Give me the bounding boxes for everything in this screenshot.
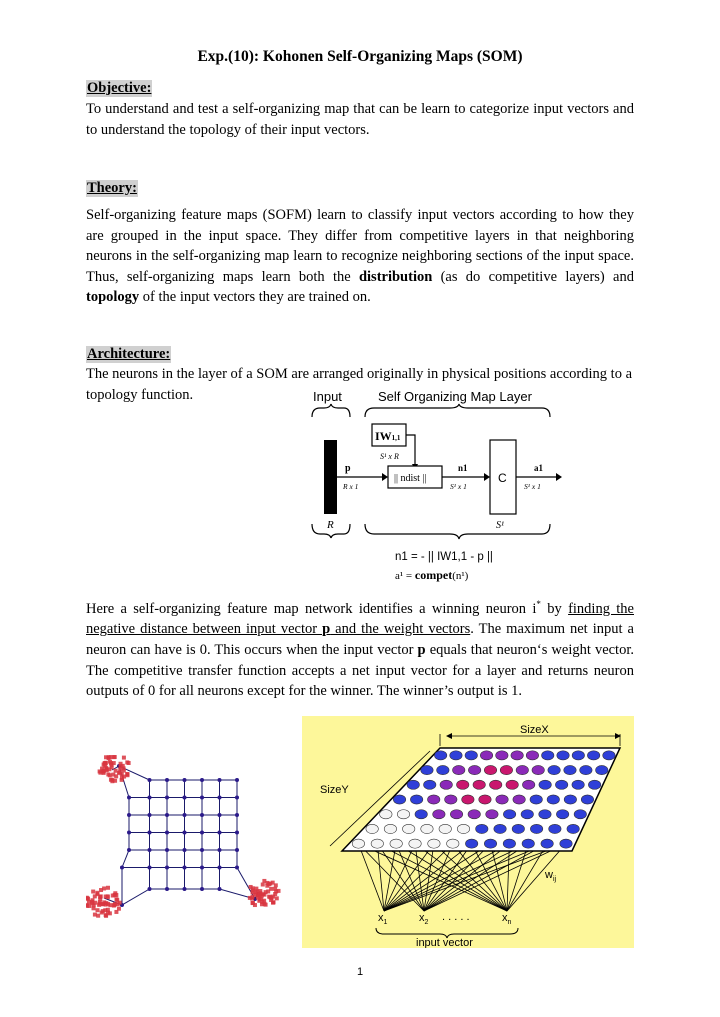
iw-dims: S¹ x R <box>380 452 399 461</box>
winning-neuron-paragraph: Here a self-organizing feature map network identifies a winning neuron i* by finding the negative distance between input vector p and the weight vectors. The maximum net input a neuron can have is 0. This occurs when the input vector p equals that neuron‘s weight vector. The competitive transfer function accepts a net input vector for a layer and returns neuron outputs of 0 for all neurons except for the winner. The winner’s output is 1. <box>86 599 634 700</box>
lattice-neuron <box>390 839 402 848</box>
lattice-neuron <box>484 839 496 848</box>
lattice-neuron <box>542 751 554 760</box>
grid-node <box>148 796 152 800</box>
grid-node <box>235 813 239 817</box>
lattice-neuron <box>539 810 551 819</box>
lattice-neuron <box>366 824 378 833</box>
lattice-neuron <box>560 839 572 848</box>
lattice-neuron <box>500 765 512 774</box>
lattice-neuron <box>572 751 584 760</box>
equation-output: a¹ = compet(n¹) <box>395 568 469 582</box>
lattice-neuron <box>428 795 440 804</box>
lattice-neuron <box>574 810 586 819</box>
n-label: n1 <box>458 463 468 473</box>
lattice-neuron <box>428 839 440 848</box>
lattice-neuron <box>572 780 584 789</box>
lattice-neuron <box>556 810 568 819</box>
grid-node <box>200 887 204 891</box>
lattice-neuron <box>567 824 579 833</box>
lattice-neuron <box>480 751 492 760</box>
lattice-neuron <box>476 824 488 833</box>
objective-text: To understand and test a self-organizing map that can be learn to categorize input vectors and to understand the topology of their input vectors. <box>86 101 634 138</box>
lattice-neuron <box>587 751 599 760</box>
lattice-neuron <box>541 839 553 848</box>
input-label: Input <box>313 389 342 404</box>
lattice-neuron <box>409 839 421 848</box>
grid-node <box>165 796 169 800</box>
grid-node <box>165 831 169 835</box>
lattice-neuron <box>433 810 445 819</box>
grid-node <box>148 813 152 817</box>
data-cluster-bottom-left <box>86 886 122 918</box>
xn-label: $x_n$ <box>502 912 512 926</box>
lattice-neuron <box>462 795 474 804</box>
lattice-neuron <box>513 795 525 804</box>
lattice-neuron <box>439 824 451 833</box>
page-title: Exp.(10): Kohonen Self-Organizing Maps (SOM) <box>197 48 523 65</box>
lattice-neuron <box>434 751 446 760</box>
lattice-neuron <box>465 839 477 848</box>
lattice-neuron <box>511 751 523 760</box>
grid-node <box>183 778 187 782</box>
som-architecture-diagram <box>300 384 566 588</box>
architecture-heading: Architecture: <box>87 346 171 362</box>
topology-grid <box>104 764 258 907</box>
lattice-neuron <box>352 839 364 848</box>
lattice-neuron <box>450 751 462 760</box>
grid-node <box>148 887 152 891</box>
grid-node <box>235 778 239 782</box>
grid-node <box>127 813 131 817</box>
a-dims: S¹ x 1 <box>524 482 541 491</box>
grid-node <box>218 796 222 800</box>
lattice-neuron <box>421 765 433 774</box>
grid-node <box>148 848 152 852</box>
input-vector-label: input vector <box>416 937 473 948</box>
lattice-neuron <box>457 780 469 789</box>
lattice-neuron <box>522 780 534 789</box>
size-y-label: SizeY <box>320 784 349 796</box>
grid-node <box>165 848 169 852</box>
grid-node <box>218 813 222 817</box>
grid-node <box>183 813 187 817</box>
grid-node <box>183 848 187 852</box>
grid-node <box>218 866 222 870</box>
layer-label: Self Organizing Map Layer <box>378 389 532 404</box>
bold-distribution: distribution <box>358 268 433 285</box>
lattice-neuron <box>588 780 600 789</box>
lattice-neuron <box>440 780 452 789</box>
lattice-neuron <box>371 839 383 848</box>
lattice-neuron <box>397 810 409 819</box>
lattice-neuron <box>393 795 405 804</box>
grid-node <box>165 887 169 891</box>
lattice-neuron <box>564 795 576 804</box>
grid-node <box>200 831 204 835</box>
lattice-neuron <box>486 810 498 819</box>
data-cluster-bottom-right <box>248 879 281 907</box>
grid-node <box>218 887 222 891</box>
grid-node <box>120 866 124 870</box>
dots-label: . . . . . <box>442 911 470 923</box>
lattice-neuron <box>555 780 567 789</box>
lattice-neuron <box>603 751 615 760</box>
lattice-neuron <box>530 795 542 804</box>
lattice-neuron <box>539 780 551 789</box>
lattice-neuron <box>489 780 501 789</box>
lattice-neuron <box>516 765 528 774</box>
lattice-neuron <box>410 795 422 804</box>
grid-node <box>183 796 187 800</box>
grid-node <box>148 866 152 870</box>
grid-node <box>127 848 131 852</box>
n-dims: S¹ x 1 <box>450 482 467 491</box>
weight-label: $w_{ij}$ <box>545 869 557 883</box>
theory-heading: Theory: <box>87 180 137 196</box>
lattice-neuron <box>407 780 419 789</box>
grid-node <box>200 813 204 817</box>
s-label: S¹ <box>496 520 504 531</box>
a-label: a1 <box>534 463 543 473</box>
architecture-text: The neurons in the layer of a SOM are arranged originally in physical positions according to a topology function. <box>86 366 633 403</box>
grid-node <box>183 887 187 891</box>
grid-node <box>148 831 152 835</box>
lattice-neuron <box>564 765 576 774</box>
grid-node <box>235 796 239 800</box>
lattice-neuron <box>506 780 518 789</box>
iw-label: IW1,1 <box>375 429 401 443</box>
lattice-neuron <box>503 839 515 848</box>
data-cluster-top-left <box>98 755 131 783</box>
lattice-neuron <box>557 751 569 760</box>
equation-net-input: n1 = - || IW1,1 - p || <box>395 551 493 563</box>
lattice-neuron <box>473 780 485 789</box>
grid-node <box>200 778 204 782</box>
lattice-neuron <box>530 824 542 833</box>
page-number: 1 <box>356 966 364 978</box>
lattice-neuron <box>450 810 462 819</box>
lattice-neuron <box>580 765 592 774</box>
grid-node <box>200 848 204 852</box>
lattice-neuron <box>532 765 544 774</box>
lattice-neuron <box>503 810 515 819</box>
input-vector-bar <box>324 440 337 514</box>
lattice-neuron <box>581 795 593 804</box>
lattice-neuron <box>596 765 608 774</box>
lattice-neuron <box>522 839 534 848</box>
lattice-neuron <box>526 751 538 760</box>
x1-label: $x_1$ <box>378 912 388 926</box>
p-dims: R x 1 <box>343 482 359 491</box>
grid-node <box>235 848 239 852</box>
lattice-neuron <box>468 765 480 774</box>
size-x-label: SizeX <box>520 724 549 736</box>
grid-node <box>183 831 187 835</box>
grid-node <box>127 831 131 835</box>
lattice-neuron <box>421 824 433 833</box>
theory-text: Self-organizing feature maps (SOFM) learn to classify input vectors according to how they are grouped in the input space. They differ from competitive layers in that neighboring neurons in the self-organizing map learn to recognize neighboring sections of the input space. Thus, self-organizing maps learn both the distribution (as do competitive layers) and topology of the input vectors they are trained on. <box>86 207 634 306</box>
lattice-neuron <box>384 824 396 833</box>
lattice-neuron <box>521 810 533 819</box>
lattice-neuron <box>479 795 491 804</box>
grid-node <box>235 831 239 835</box>
som-lattice-figure <box>302 716 634 948</box>
grid-node <box>148 778 152 782</box>
grid-node <box>165 778 169 782</box>
lattice-neuron <box>549 824 561 833</box>
lattice-neuron <box>457 824 469 833</box>
lattice-neuron <box>453 765 465 774</box>
x2-label: $x_2$ <box>419 912 429 926</box>
grid-node <box>165 813 169 817</box>
c-label: C <box>498 471 507 485</box>
grid-node <box>183 866 187 870</box>
lattice-neuron <box>512 824 524 833</box>
lattice-neuron <box>447 839 459 848</box>
r-label: R <box>327 519 334 531</box>
lattice-neuron <box>484 765 496 774</box>
lattice-neuron <box>548 765 560 774</box>
lattice-neuron <box>465 751 477 760</box>
lattice-neuron <box>380 810 392 819</box>
p-label: p <box>345 463 351 474</box>
grid-node <box>127 796 131 800</box>
bold-topology: topology <box>86 289 140 306</box>
lattice-neuron <box>547 795 559 804</box>
lattice-neuron <box>494 824 506 833</box>
lattice-neuron <box>496 795 508 804</box>
lattice-neuron <box>468 810 480 819</box>
lattice-neuron <box>437 765 449 774</box>
lattice-neuron <box>424 780 436 789</box>
grid-node <box>200 866 204 870</box>
lattice-neuron <box>496 751 508 760</box>
grid-node <box>218 831 222 835</box>
lattice-neuron <box>402 824 414 833</box>
ndist-label: || ndist || <box>394 473 427 484</box>
som-topology-grid-figure <box>86 740 286 940</box>
objective-heading: Objective: <box>87 80 152 96</box>
grid-node <box>200 796 204 800</box>
lattice-neuron <box>445 795 457 804</box>
grid-node <box>235 866 239 870</box>
grid-node <box>218 848 222 852</box>
lattice-neuron <box>415 810 427 819</box>
grid-node <box>165 866 169 870</box>
grid-node <box>218 778 222 782</box>
